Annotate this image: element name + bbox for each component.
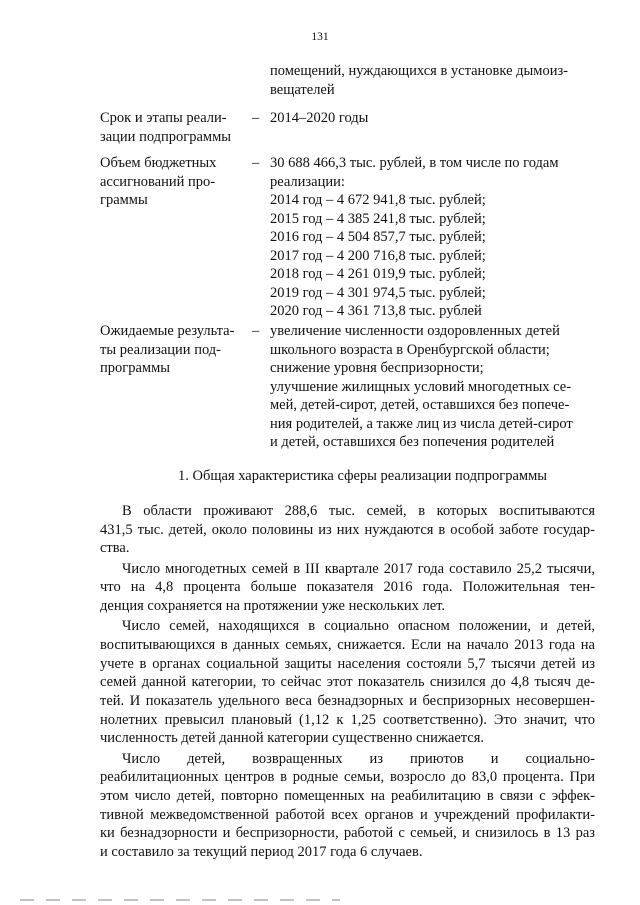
label-line: граммы xyxy=(100,192,148,208)
passport-value xyxy=(270,109,600,128)
paragraph-line: ства. xyxy=(100,540,130,557)
paragraph-line: учете в органах социальной защиты населения состояли 5,7 тысячи детей из xyxy=(100,655,595,672)
label-line: Объем бюджетных xyxy=(100,155,217,171)
value-line: 30 688 466,3 тыс. рублей, в том числе по годам xyxy=(270,155,559,171)
word: приютов xyxy=(410,750,464,767)
passport-label xyxy=(100,109,248,146)
passport-dash: – xyxy=(252,323,260,339)
value-line: 2019 год – 4 301 974,5 тыс. рублей; xyxy=(270,284,486,301)
paragraph xyxy=(100,750,595,862)
passport-value xyxy=(270,322,600,452)
paragraph-line: 431,5 тыс. детей, около половины из них нуждаются в особой заботе государ- xyxy=(100,521,595,538)
value-line: 2015 год – 4 385 241,8 тыс. рублей; xyxy=(270,210,486,227)
value-line: реализации: xyxy=(270,173,345,190)
section-heading: 1. Общая характеристика сферы реализации подпрограммы xyxy=(178,468,547,484)
word: возвращенных xyxy=(252,750,343,767)
paragraph-line: и составило за текущий период 2017 года 6 случаев. xyxy=(100,844,423,861)
word: Число xyxy=(122,750,161,767)
paragraph-line: денция сохраняется на протяжении уже нескольких лет. xyxy=(100,598,446,615)
paragraph-line: В области проживают 288,6 тыс. семей, в которых воспитываются xyxy=(122,503,595,519)
label-line: Срок и этапы реали- xyxy=(100,110,227,126)
value-line: увеличение численности оздоровленных детей xyxy=(270,323,560,339)
body-text xyxy=(100,502,595,863)
label-line: Ожидаемые результа- xyxy=(100,323,235,339)
paragraph-line: семей данной категории, то сейчас этот показатель снизился до 4,8 тысяч де- xyxy=(100,674,595,691)
word: социально- xyxy=(525,750,595,767)
paragraph-line: реабилитационных центров в родные семьи, возросло до 83,0 процента. При xyxy=(100,769,595,786)
label-line: программы xyxy=(100,360,170,376)
page-number: 131 xyxy=(311,31,329,43)
paragraph-line: тивной межведомственной работой всех органов и учреждений профилакти- xyxy=(100,806,595,823)
paragraph xyxy=(100,560,595,616)
paragraph-line: тей. И показатель удельного веса безнадзорных и беспризорных несовершен- xyxy=(100,693,595,710)
paragraph-line: Число многодетных семей в III квартале 2017 года составило 25,2 тысячи, xyxy=(122,560,595,577)
value-line: 2014 год – 4 672 941,8 тыс. рублей; xyxy=(270,192,486,208)
value-line: школьного возраста в Оренбургской области; xyxy=(270,341,550,358)
value-line: снижение уровня беспризорности; xyxy=(270,360,484,376)
paragraph-line: численность детей данной категории существенно снижается. xyxy=(100,730,485,747)
word: и xyxy=(490,750,499,767)
paragraph xyxy=(100,502,595,558)
paragraph-first-line xyxy=(100,750,595,769)
value-line: мей, детей-сирот, детей, оставшихся без попече- xyxy=(270,397,570,413)
value-line: помещений, нуждающихся в установке дымоиз- xyxy=(270,63,569,79)
value-line: 2020 год – 4 361 713,8 тыс. рублей xyxy=(270,303,482,319)
value-line: 2017 год – 4 200 716,8 тыс. рублей; xyxy=(270,247,486,264)
passport-label xyxy=(100,322,248,378)
label-line: ассигнований про- xyxy=(100,173,216,190)
value-line: и детей, оставшихся без попечения родителей xyxy=(270,434,555,450)
value-line: вещателей xyxy=(270,81,335,98)
paragraph-line: этом число детей, повторно помещенных на реабилитацию в связи с эффек- xyxy=(100,788,595,805)
paragraph-line: нолетних превысил плановый (1,12 к 1,25 соответственно). Это значит, что xyxy=(100,711,595,728)
value-line: улучшение жилищных условий многодетных се- xyxy=(270,378,572,395)
value-line: ния родителей, а также лиц из числа детей-сирот xyxy=(270,415,573,432)
paragraph-line: воспитывающихся в данных семьях, снижается. Если на начало 2013 года на xyxy=(100,636,595,653)
label-line: зации подпрограммы xyxy=(100,128,232,145)
paragraph-line: что на 4,8 процента больше показателя 2016 года. Положительная тен- xyxy=(100,579,595,596)
word: из xyxy=(369,750,384,767)
passport-value xyxy=(270,154,600,321)
paragraph xyxy=(100,617,595,748)
passport-label xyxy=(100,154,248,210)
passport-dash: – xyxy=(252,110,260,126)
value-line: 2018 год – 4 261 019,9 тыс. рублей; xyxy=(270,266,486,282)
value-line: 2014–2020 годы xyxy=(270,110,369,126)
paragraph-line: Число семей, находящихся в социально опасном положении, и детей, xyxy=(122,618,595,635)
value-line: 2016 год – 4 504 857,7 тыс. рублей; xyxy=(270,229,486,245)
word: детей, xyxy=(187,750,226,767)
passport-value xyxy=(270,62,600,99)
scan-artifact xyxy=(20,899,340,901)
passport-dash: – xyxy=(252,155,260,171)
label-line: ты реализации под- xyxy=(100,341,221,358)
paragraph-line: ки безнадзорности и беспризорности, работой с семьей, и снизилось в 13 раз xyxy=(100,825,595,842)
